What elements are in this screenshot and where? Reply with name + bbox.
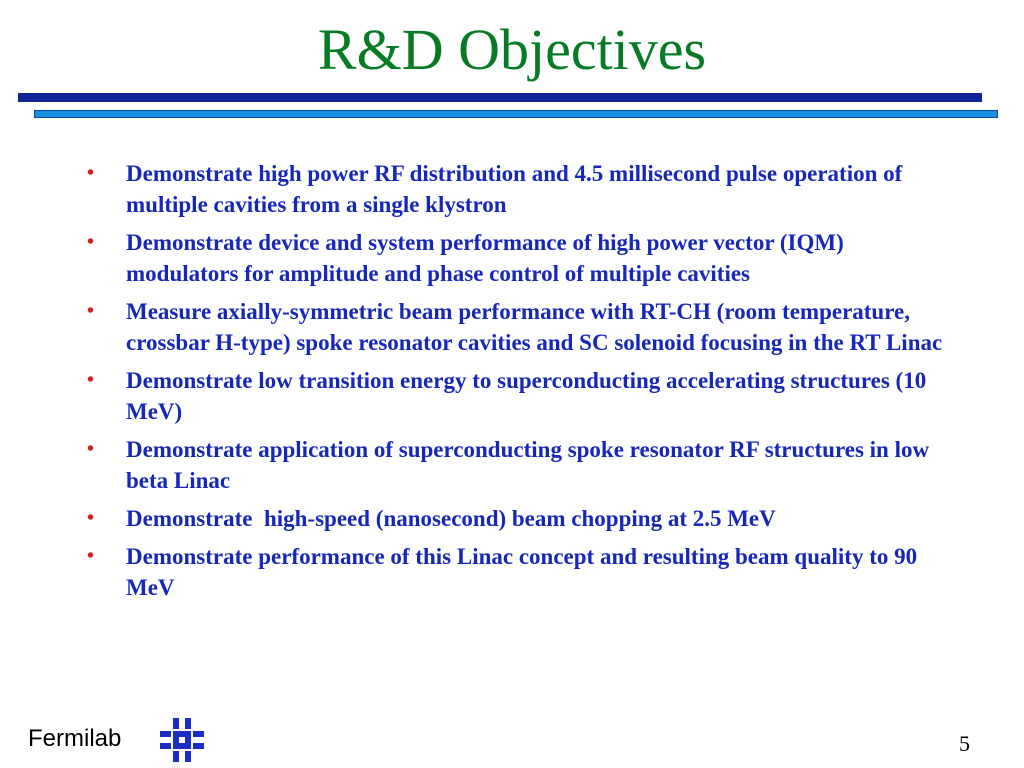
objective-bullet-1 <box>84 158 944 220</box>
bullet-icon: • <box>87 162 95 184</box>
footer-organization: Fermilab <box>28 725 122 752</box>
objective-bullet-5 <box>84 434 944 496</box>
bullet-icon: • <box>87 369 95 391</box>
slide-title: R&D Objectives <box>317 17 707 82</box>
bullet-icon: • <box>87 507 95 529</box>
bullet-icon: • <box>87 438 95 460</box>
bullet-icon: • <box>87 545 95 567</box>
objective-bullet-3 <box>84 296 944 358</box>
bullet-icon: • <box>87 231 95 253</box>
objective-bullet-4 <box>84 365 944 427</box>
objective-text: Demonstrate low transition energy to superconducting accelerating structures (10 MeV) <box>126 368 927 424</box>
objective-text: Demonstrate device and system performance of high power vector (IQM) modulators for amplitude and phase control of multiple cavities <box>126 230 844 286</box>
objective-text: Demonstrate high-speed (nanosecond) beam chopping at 2.5 MeV <box>126 506 776 531</box>
objective-text: Measure axially-symmetric beam performance with RT-CH (room temperature, crossbar H-type) spoke resonator cavities and SC solenoid focusing in the RT Linac <box>126 299 943 355</box>
objective-bullet-6 <box>84 503 944 534</box>
title-rule-dark <box>18 93 982 102</box>
title-rule-light <box>34 110 998 118</box>
objective-text: Demonstrate application of superconducting spoke resonator RF structures in low beta Linac <box>126 437 930 493</box>
page-number: 5 <box>959 731 970 756</box>
objective-list <box>84 158 944 610</box>
objective-bullet-7 <box>84 541 944 603</box>
fermilab-logo-icon <box>158 716 206 764</box>
objective-text: Demonstrate performance of this Linac concept and resulting beam quality to 90 MeV <box>126 544 918 600</box>
bullet-icon: • <box>87 300 95 322</box>
objective-text: Demonstrate high power RF distribution and 4.5 millisecond pulse operation of multiple cavities from a single klystron <box>126 161 903 217</box>
objective-bullet-2 <box>84 227 944 289</box>
